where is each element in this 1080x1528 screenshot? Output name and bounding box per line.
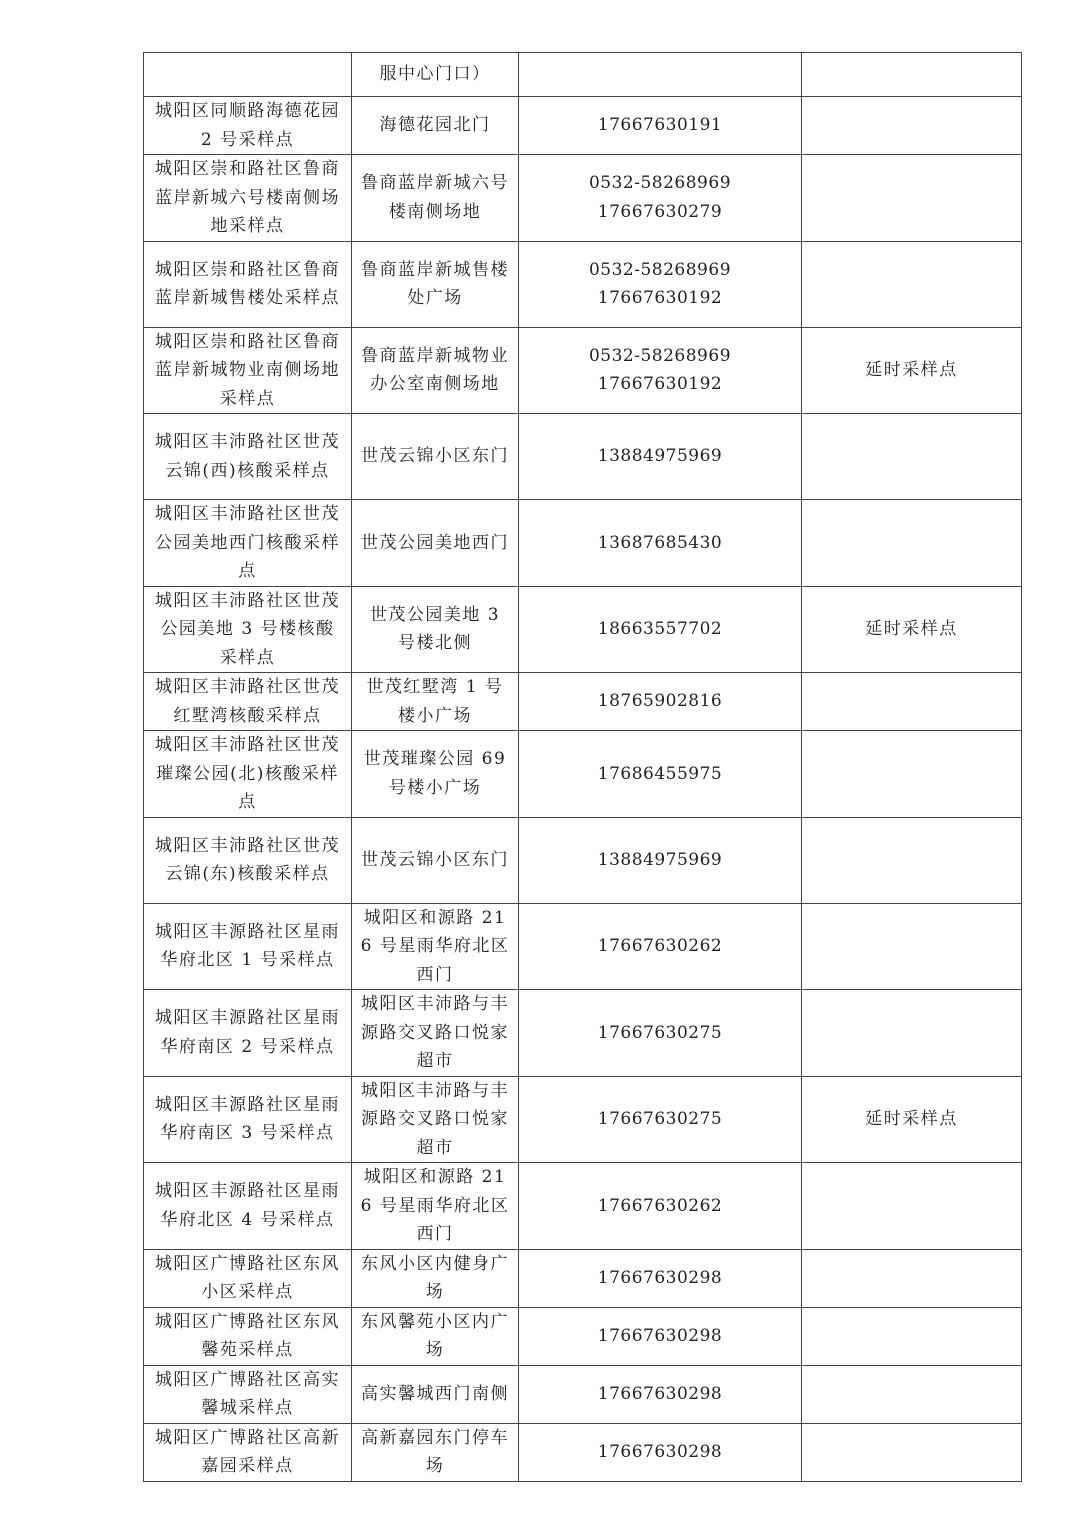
site-name: 城阳区丰沛路社区世茂璀璨公园(北)核酸采样点 — [155, 735, 340, 812]
note-cell — [802, 1249, 1022, 1307]
note-cell — [802, 327, 1022, 414]
contact-phone: 17667630298 — [597, 1441, 723, 1462]
note-cell — [802, 1423, 1022, 1481]
site-location-cell — [352, 414, 519, 500]
site-note: 延时采样点 — [865, 619, 958, 639]
contact-phone: 0532-58268969 — [588, 259, 732, 280]
site-name-cell — [144, 586, 352, 673]
table-row — [144, 97, 1022, 155]
note-cell — [802, 414, 1022, 500]
contact-phone-cell — [519, 1307, 802, 1365]
table-row — [144, 241, 1022, 327]
note-cell — [802, 673, 1022, 731]
site-location-cell — [352, 731, 519, 818]
site-location-cell — [352, 1249, 519, 1307]
contact-phone: 18765902816 — [597, 691, 723, 712]
site-location: 高新嘉园东门停车场 — [361, 1427, 509, 1476]
table-row — [144, 414, 1022, 500]
contact-phone: 17667630262 — [597, 1195, 723, 1216]
contact-phone-cell — [519, 903, 802, 990]
site-name: 城阳区广博路社区高实馨城采样点 — [155, 1369, 340, 1418]
contact-phone-cell — [519, 673, 802, 731]
site-location-cell — [352, 500, 519, 587]
note-cell — [802, 53, 1022, 97]
site-name-cell — [144, 673, 352, 731]
table-row — [144, 903, 1022, 990]
site-location-cell — [352, 1365, 519, 1423]
site-location-cell — [352, 586, 519, 673]
table-row — [144, 1076, 1022, 1163]
site-name-cell — [144, 1163, 352, 1250]
site-name: 城阳区丰沛路社区世茂公园美地 3 号楼核酸采样点 — [155, 590, 340, 668]
site-location-cell — [352, 903, 519, 990]
site-name-cell — [144, 1307, 352, 1365]
note-cell — [802, 97, 1022, 155]
site-location: 世茂公园美地 3 号楼北侧 — [369, 604, 501, 654]
contact-phone: 17667630279 — [597, 201, 723, 222]
note-cell — [802, 155, 1022, 242]
site-location-cell — [352, 817, 519, 903]
note-cell — [802, 586, 1022, 673]
site-location-cell — [352, 241, 519, 327]
contact-phone-cell — [519, 1163, 802, 1250]
site-location-cell — [352, 673, 519, 731]
site-name-cell — [144, 241, 352, 327]
site-name: 城阳区广博路社区高新嘉园采样点 — [155, 1427, 340, 1476]
site-location-cell — [352, 1163, 519, 1250]
table-row — [144, 731, 1022, 818]
contact-phone: 17667630275 — [597, 1109, 723, 1129]
site-name: 城阳区丰源路社区星雨华府北区 4 号采样点 — [155, 1181, 340, 1230]
contact-phone: 17667630192 — [597, 374, 723, 395]
site-name: 城阳区丰沛路社区世茂红墅湾核酸采样点 — [155, 677, 340, 726]
contact-phone: 0532-58268969 — [588, 345, 732, 366]
site-name-cell — [144, 1365, 352, 1423]
note-cell — [802, 990, 1022, 1077]
table-row — [144, 817, 1022, 903]
site-name: 城阳区广博路社区东风小区采样点 — [155, 1253, 340, 1302]
contact-phone-cell — [519, 1423, 802, 1481]
contact-phone-cell — [519, 500, 802, 587]
table-row — [144, 1423, 1022, 1481]
site-location: 世茂云锦小区东门 — [361, 446, 509, 467]
site-location-cell — [352, 53, 519, 97]
table-row — [144, 990, 1022, 1077]
contact-phone: 13687685430 — [597, 532, 723, 553]
contact-phone: 17667630191 — [597, 115, 723, 136]
contact-phone: 17667630262 — [597, 936, 723, 956]
site-location: 城阳区丰沛路与丰源路交叉路口悦家超市 — [361, 1080, 509, 1158]
site-location: 鲁商蓝岸新城物业办公室南侧场地 — [361, 345, 509, 395]
site-location: 世茂公园美地西门 — [361, 532, 509, 553]
site-location: 世茂云锦小区东门 — [361, 849, 509, 870]
table-body — [144, 53, 1022, 1482]
site-location: 城阳区丰沛路与丰源路交叉路口悦家超市 — [361, 994, 509, 1071]
note-cell — [802, 1076, 1022, 1163]
contact-phone: 18663557702 — [597, 619, 723, 639]
site-note: 延时采样点 — [865, 360, 958, 380]
contact-phone-cell — [519, 327, 802, 414]
contact-phone: 17667630298 — [597, 1325, 723, 1346]
contact-phone: 17667630192 — [597, 288, 723, 308]
note-cell — [802, 500, 1022, 587]
note-cell — [802, 817, 1022, 903]
site-name: 城阳区丰沛路社区世茂云锦(东)核酸采样点 — [155, 835, 340, 884]
table-row — [144, 1163, 1022, 1250]
table-row — [144, 500, 1022, 587]
contact-phone: 17667630275 — [597, 1022, 723, 1043]
site-name-cell — [144, 97, 352, 155]
note-cell — [802, 903, 1022, 990]
site-name-cell — [144, 414, 352, 500]
contact-phone-cell — [519, 731, 802, 818]
site-name-cell — [144, 155, 352, 242]
contact-phone-cell — [519, 53, 802, 97]
note-cell — [802, 731, 1022, 818]
site-note: 延时采样点 — [865, 1109, 958, 1129]
contact-phone-cell — [519, 1076, 802, 1163]
table-row — [144, 586, 1022, 673]
site-name: 城阳区丰沛路社区世茂公园美地西门核酸采样点 — [155, 504, 340, 581]
site-name: 城阳区崇和路社区鲁商蓝岸新城售楼处采样点 — [155, 259, 340, 308]
site-name-cell — [144, 817, 352, 903]
site-name: 城阳区崇和路社区鲁商蓝岸新城六号楼南侧场地采样点 — [155, 159, 340, 236]
site-location: 城阳区和源路 216 号星雨华府北区西门 — [360, 1167, 510, 1244]
table-row — [144, 1307, 1022, 1365]
site-location: 鲁商蓝岸新城售楼处广场 — [361, 259, 509, 308]
site-name-cell — [144, 53, 352, 97]
contact-phone-cell — [519, 1249, 802, 1307]
site-location-cell — [352, 97, 519, 155]
contact-phone-cell — [519, 586, 802, 673]
note-cell — [802, 241, 1022, 327]
note-cell — [802, 1307, 1022, 1365]
site-name-cell — [144, 990, 352, 1077]
site-location: 东风小区内健身广场 — [361, 1253, 509, 1302]
site-name-cell — [144, 1423, 352, 1481]
contact-phone-cell — [519, 241, 802, 327]
contact-phone: 17667630298 — [597, 1267, 723, 1288]
site-name-cell — [144, 1249, 352, 1307]
site-name: 城阳区丰源路社区星雨华府北区 1 号采样点 — [155, 921, 340, 971]
site-location: 世茂璀璨公园 69 号楼小广场 — [363, 749, 507, 798]
contact-phone-cell — [519, 414, 802, 500]
site-name-cell — [144, 903, 352, 990]
site-location-cell — [352, 155, 519, 242]
contact-phone-cell — [519, 990, 802, 1077]
site-location-cell — [352, 327, 519, 414]
site-name-cell — [144, 327, 352, 414]
site-location: 世茂红墅湾 1 号楼小广场 — [366, 677, 504, 726]
site-location: 城阳区和源路 216 号星雨华府北区西门 — [360, 907, 510, 985]
note-cell — [802, 1365, 1022, 1423]
table-row — [144, 155, 1022, 242]
contact-phone: 0532-58268969 — [588, 173, 732, 194]
table-row — [144, 53, 1022, 97]
site-name-cell — [144, 1076, 352, 1163]
site-location-cell — [352, 990, 519, 1077]
site-location: 鲁商蓝岸新城六号楼南侧场地 — [361, 173, 509, 222]
table-row — [144, 1365, 1022, 1423]
site-name-cell — [144, 500, 352, 587]
contact-phone-cell — [519, 817, 802, 903]
site-name: 城阳区同顺路海德花园 2 号采样点 — [155, 101, 340, 150]
site-name: 城阳区丰源路社区星雨华府南区 2 号采样点 — [155, 1008, 340, 1057]
site-location-cell — [352, 1423, 519, 1481]
site-location: 服中心门口） — [379, 64, 491, 85]
site-location: 海德花园北门 — [379, 115, 491, 136]
sampling-sites-table — [143, 52, 1022, 1482]
site-name: 城阳区广博路社区东风馨苑采样点 — [155, 1311, 340, 1360]
site-name: 城阳区崇和路社区鲁商蓝岸新城物业南侧场地采样点 — [155, 331, 340, 409]
site-name-cell — [144, 731, 352, 818]
contact-phone-cell — [519, 97, 802, 155]
table-row — [144, 1249, 1022, 1307]
table-row — [144, 327, 1022, 414]
contact-phone-cell — [519, 1365, 802, 1423]
contact-phone: 13884975969 — [597, 446, 723, 467]
site-name: 城阳区丰源路社区星雨华府南区 3 号采样点 — [155, 1094, 340, 1144]
site-location: 高实馨城西门南侧 — [361, 1383, 509, 1404]
contact-phone-cell — [519, 155, 802, 242]
site-location-cell — [352, 1307, 519, 1365]
site-location: 东风馨苑小区内广场 — [361, 1311, 509, 1360]
contact-phone: 17667630298 — [597, 1383, 723, 1404]
note-cell — [802, 1163, 1022, 1250]
site-name: 城阳区丰沛路社区世茂云锦(西)核酸采样点 — [155, 432, 340, 481]
site-location-cell — [352, 1076, 519, 1163]
contact-phone: 13884975969 — [597, 849, 723, 870]
contact-phone: 17686455975 — [597, 763, 723, 784]
table-row — [144, 673, 1022, 731]
